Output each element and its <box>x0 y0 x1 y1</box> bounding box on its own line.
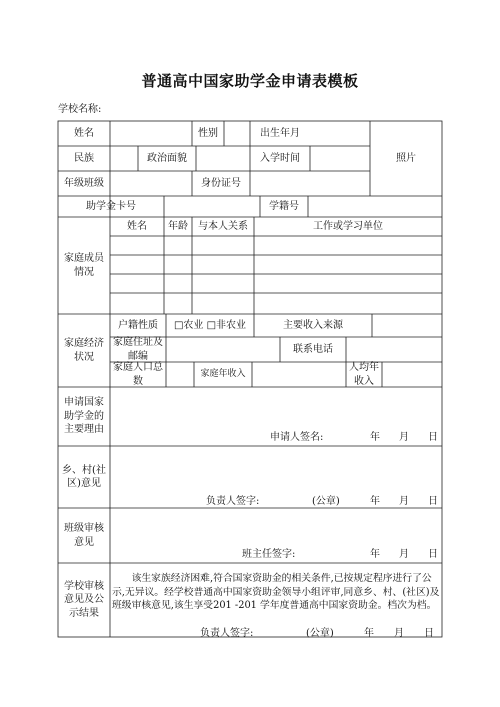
address-label: 家庭住址及邮编 <box>113 337 163 362</box>
class-day-label: 日 <box>428 549 438 560</box>
family-header-relation: 与本人关系 <box>198 220 248 232</box>
reason-day-label: 日 <box>428 432 438 443</box>
page-title: 普通高中国家助学金申请表模板 <box>141 72 359 90</box>
school-month-label: 月 <box>394 628 404 639</box>
class-year-label: 年 <box>370 549 380 560</box>
photo-label: 照片 <box>396 152 416 164</box>
class-teacher-signature-label: 班主任签字: <box>242 549 296 560</box>
household-options: □农业 □非农业 <box>173 319 247 331</box>
class-month-label: 月 <box>399 549 409 560</box>
income-source-label: 主要收入来源 <box>283 319 343 331</box>
birth-label: 出生年月 <box>260 127 300 139</box>
school-day-label: 日 <box>424 628 434 639</box>
annual-income-label: 家庭年收入 <box>200 369 246 380</box>
class-review-label: 班级审核意见 <box>64 523 104 548</box>
village-opinion-label: 乡、村(社区)意见 <box>62 464 106 489</box>
school-signature-label: 负责人签字: <box>200 628 254 639</box>
school-review-label: 学校审核意见及公示结果 <box>64 580 104 619</box>
population-label: 家庭人口总数 <box>113 362 163 387</box>
reason-year-label: 年 <box>370 432 380 443</box>
village-year-label: 年 <box>370 496 380 507</box>
household-type-label: 户籍性质 <box>118 319 158 331</box>
village-day-label: 日 <box>428 496 438 507</box>
per-capita-label: 人均年收入 <box>349 362 379 387</box>
id-number-label: 身份证号 <box>201 177 241 189</box>
ethnicity-label: 民族 <box>74 152 94 164</box>
economy-label: 家庭经济状况 <box>64 338 104 363</box>
enroll-date-label: 入学时间 <box>260 152 300 164</box>
name-label: 姓名 <box>74 127 94 139</box>
school-seal-label: (公章) <box>306 628 334 639</box>
applicant-signature-label: 申请人签名: <box>270 432 324 443</box>
village-seal-label: (公章) <box>312 496 340 507</box>
school-name-label: 学校名称: <box>58 104 102 115</box>
village-month-label: 月 <box>399 496 409 507</box>
family-members-label: 家庭成员情况 <box>64 253 104 278</box>
school-review-text: 该生家族经济困难,符合国家资助金的相关条件,已按规定程序进行了公示,无异议。经学校普通高中国家资助金领导小组评审,同意乡、村、(社区)及班级审核意见,该生享受201 -201 学年度普通高中国家资助金。档次为档。 <box>112 573 440 612</box>
gender-label: 性别 <box>198 127 218 139</box>
reason-label: 申请国家助学金的主要理由 <box>64 397 104 436</box>
school-year-label: 年 <box>364 628 374 639</box>
family-header-workplace: 工作或学习单位 <box>313 220 383 232</box>
political-label: 政治面貌 <box>147 152 187 164</box>
bank-card-label: 助学金卡号 <box>86 200 136 212</box>
phone-label: 联系电话 <box>293 343 333 355</box>
student-no-label: 学籍号 <box>269 200 299 212</box>
family-header-age: 年龄 <box>168 220 188 232</box>
village-signature-label: 负责人签字: <box>206 496 260 507</box>
family-header-name: 姓名 <box>127 220 147 232</box>
reason-month-label: 月 <box>399 432 409 443</box>
grade-class-label: 年级班级 <box>64 177 104 189</box>
